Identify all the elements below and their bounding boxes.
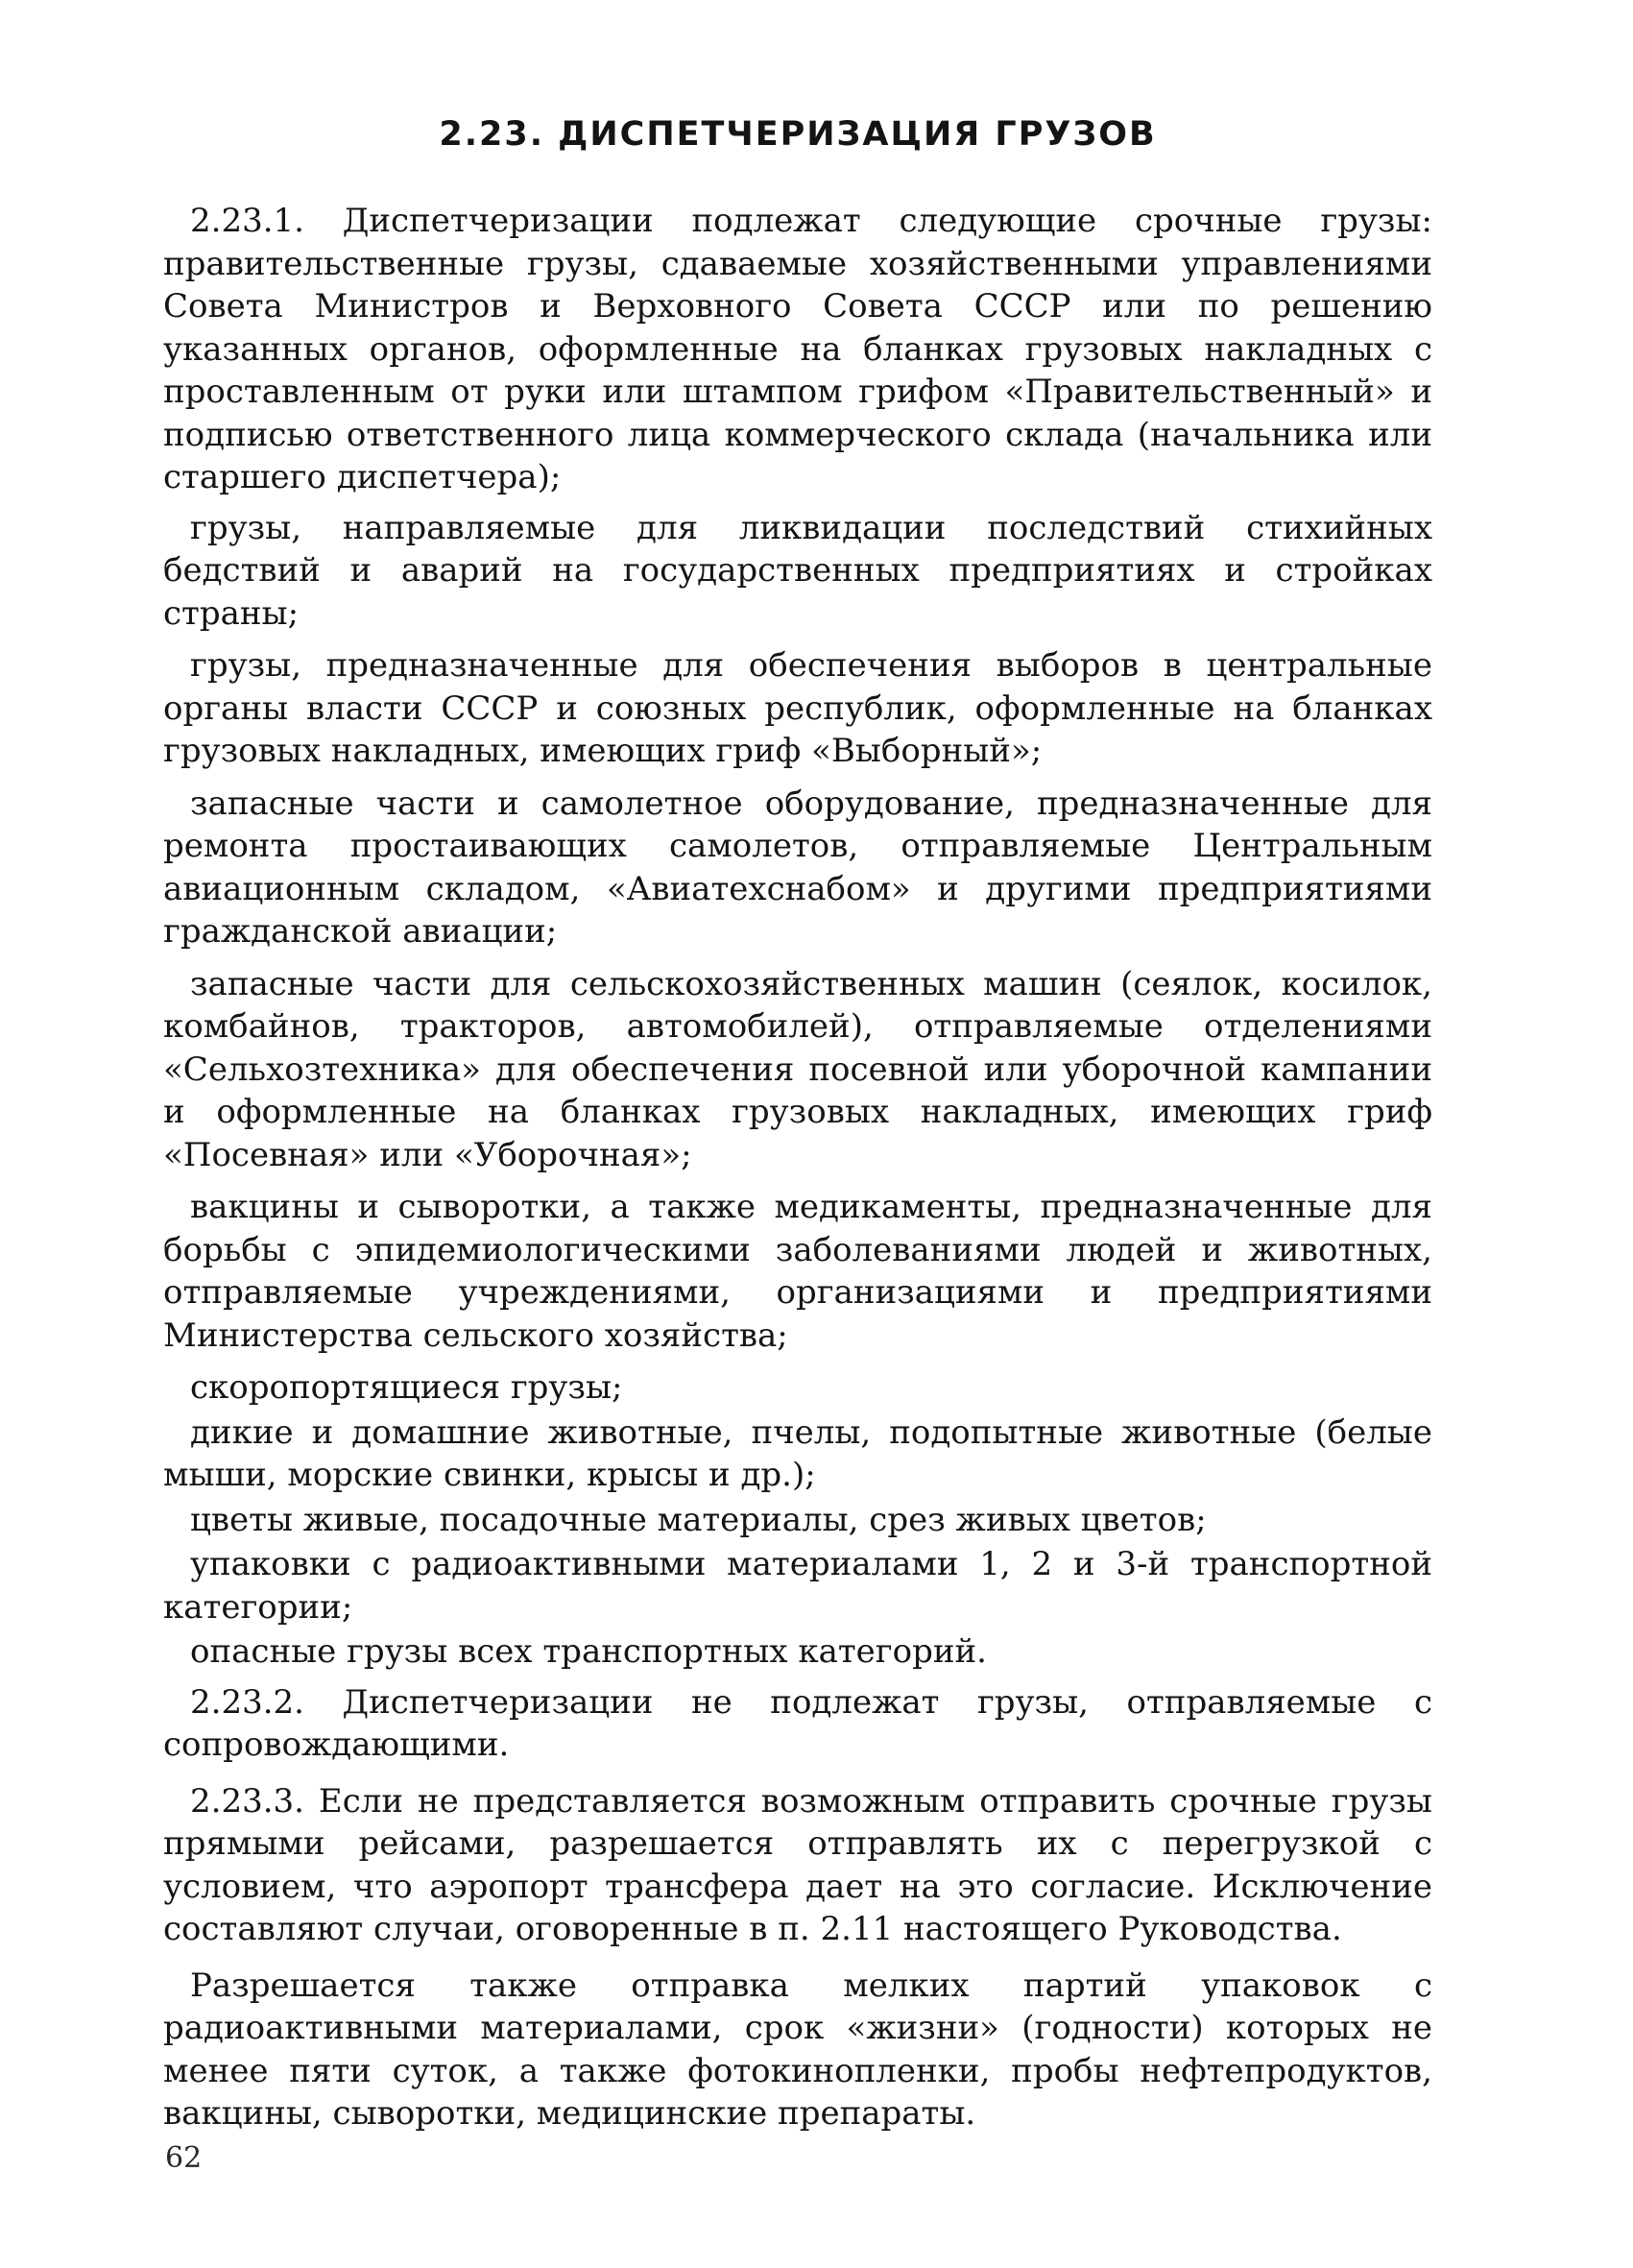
list-item-perishables: скоропортящиеся грузы; xyxy=(190,1368,623,1407)
list-item-agri-parts: запасные части для сельскохозяйственных машин (сеялок, косилок, комбайнов, тракторов, автомобилей), отправляемые отделениями «Сельхозтехника» для обеспечения посевной или уборочной кампании и оформленные на бланках грузовых накладных, имеющих гриф «Посевная» или «Уборочная»; xyxy=(163,964,1432,1174)
document-page xyxy=(163,106,1432,2149)
paragraph-2-23-3: 2.23.3. Если не представляется возможным отправить срочные грузы прямыми рейсами, разрешается отправлять их с перегрузкой с условием, что аэропорт трансфера дает на это согласие. Исключение составляют случаи, оговоренные в п. 2.11 настоящего Руководства. xyxy=(163,1781,1432,1948)
list-item-radioactive: упаковки с радиоактивными материалами 1, 2 и 3-й транспортной категории; xyxy=(163,1545,1432,1627)
list-item-aircraft-parts: запасные части и самолетное оборудование, предназначенные для ремонта простаивающих самолетов, отправляемые Центральным авиационным складом, «Авиатехснабом» и другими предприятиями гражданской авиации; xyxy=(163,784,1432,951)
page-number: 62 xyxy=(165,2141,203,2175)
list-item-vaccines: вакцины и сыворотки, а также медикаменты, предназначенные для борьбы с эпидемиологическими заболеваниями людей и животных, отправляемые учреждениями, организациями и предприятиями Министерства сельского хозяйства; xyxy=(163,1188,1432,1355)
section-title: 2.23. ДИСПЕТЧЕРИЗАЦИЯ ГРУЗОВ xyxy=(439,115,1157,154)
list-item-flowers: цветы живые, посадочные материалы, срез живых цветов; xyxy=(190,1500,1207,1539)
list-item-disaster-cargo: грузы, направляемые для ликвидации последствий стихийных бедствий и аварий на государственных предприятиях и стройках страны; xyxy=(163,508,1432,633)
paragraph-2-23-2: 2.23.2. Диспетчеризации не подлежат грузы, отправляемые с сопровождающими. xyxy=(163,1682,1432,1764)
paragraph-small-shipments: Разрешается также отправка мелких партий упаковок с радиоактивными материалами, срок «жизни» (годности) которых не менее пяти суток, а также фотокинопленки, пробы нефтепродуктов, вакцины, сыворотки, медицинские препараты. xyxy=(163,1966,1432,2133)
list-item-election-cargo: грузы, предназначенные для обеспечения выборов в центральные органы власти СССР и союзных республик, оформленные на бланках грузовых накладных, имеющих гриф «Выборный»; xyxy=(163,646,1432,770)
list-item-dangerous-goods: опасные грузы всех транспортных категорий. xyxy=(190,1632,987,1671)
paragraph-2-23-1: 2.23.1. Диспетчеризации подлежат следующие срочные грузы: правительственные грузы, сдаваемые хозяйственными управлениями Совета Министров и Верховного Совета СССР или по решению указанных органов, оформленные на бланках грузовых накладных с проставленным от руки или штампом грифом «Правительственный» и подписью ответственного лица коммерческого склада (начальника или старшего диспетчера); xyxy=(163,202,1432,496)
list-item-animals: дикие и домашние животные, пчелы, подопытные животные (белые мыши, морские свинки, крысы и др.); xyxy=(163,1412,1432,1494)
